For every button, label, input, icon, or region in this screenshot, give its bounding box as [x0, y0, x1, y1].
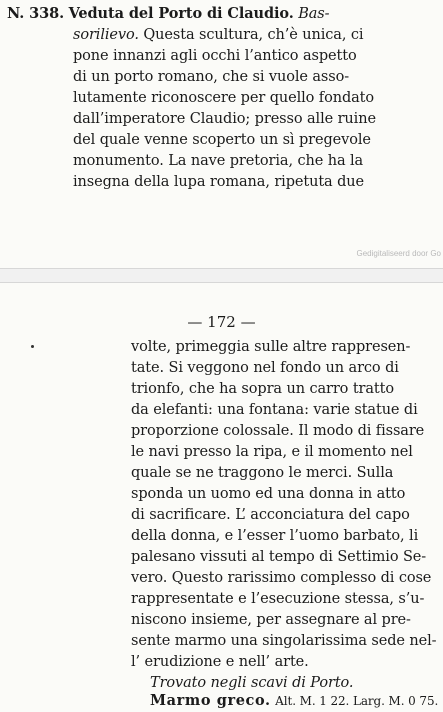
italic-word: sorilievo.	[73, 27, 139, 43]
entry-title: Veduta del Porto di Claudio.	[68, 5, 294, 22]
entry-heading-tail: Bas-	[298, 6, 330, 22]
text-line: di un porto romano, che si vuole asso-	[73, 69, 350, 85]
text-line: insegna della lupa romana, ripetuta due	[73, 174, 365, 190]
text-line: del quale venne scoperto un sì pregevole	[73, 132, 371, 148]
text-line: trionfo, che ha sopra un carro tratto	[131, 381, 394, 397]
material-label: Marmo greco.	[150, 692, 271, 709]
text-line: quale se ne traggono le merci. Sulla	[131, 465, 394, 481]
ink-speck	[31, 345, 34, 348]
text-line: monumento. La nave pretoria, che ha la	[73, 153, 364, 169]
page-separator	[0, 268, 443, 283]
text-line: le navi presso la ripa, e il momento nel	[131, 444, 413, 460]
text-line: palesano vissuti al tempo di Settimio Se-	[131, 549, 427, 565]
material-line	[150, 692, 438, 710]
text-line: da elefanti: una fontana: varie statue di	[131, 402, 418, 418]
text-line: volte, primeggia sulle altre rappresen-	[131, 339, 411, 355]
provenance-line: Trovato negli scavi di Porto.	[150, 675, 354, 691]
entry-number: N. 338.	[7, 5, 65, 22]
text-line: di sacrificare. L’ acconciatura del capo	[131, 507, 410, 523]
text-line: rappresentate e l’esecuzione stessa, s’u-	[131, 591, 425, 607]
text-line: sponda un uomo ed una donna in atto	[131, 486, 406, 502]
digitization-watermark: Gedigitaliseerd door Go	[356, 249, 441, 258]
line-text: Questa scultura, ch’è unica, ci	[138, 27, 364, 43]
upper-page-fragment	[0, 0, 443, 268]
text-line: lutamente riconoscere per quello fondato	[73, 90, 375, 106]
text-line: dall’imperatore Claudio; presso alle ruine	[73, 111, 376, 127]
page-number: — 172 —	[187, 313, 256, 331]
text-line: proporzione colossale. Il modo di fissare	[131, 423, 425, 439]
dimensions: Alt. M. 1 22. Larg. M. 0 75.	[275, 694, 439, 708]
text-line	[73, 25, 363, 45]
text-line: tate. Si veggono nel fondo un arco di	[131, 360, 399, 376]
text-line: della donna, e l’esser l’uomo barbato, li	[131, 528, 419, 544]
text-line: niscono insieme, per assegnare al pre-	[131, 612, 411, 628]
text-line: l’ erudizione e nell’ arte.	[131, 654, 309, 670]
entry-heading	[7, 4, 329, 24]
text-line: vero. Questo rarissimo complesso di cose	[131, 570, 432, 586]
text-line: pone innanzi agli occhi l’antico aspetto	[73, 48, 357, 64]
text-line: sente marmo una singolarissima sede nel-	[131, 633, 437, 649]
